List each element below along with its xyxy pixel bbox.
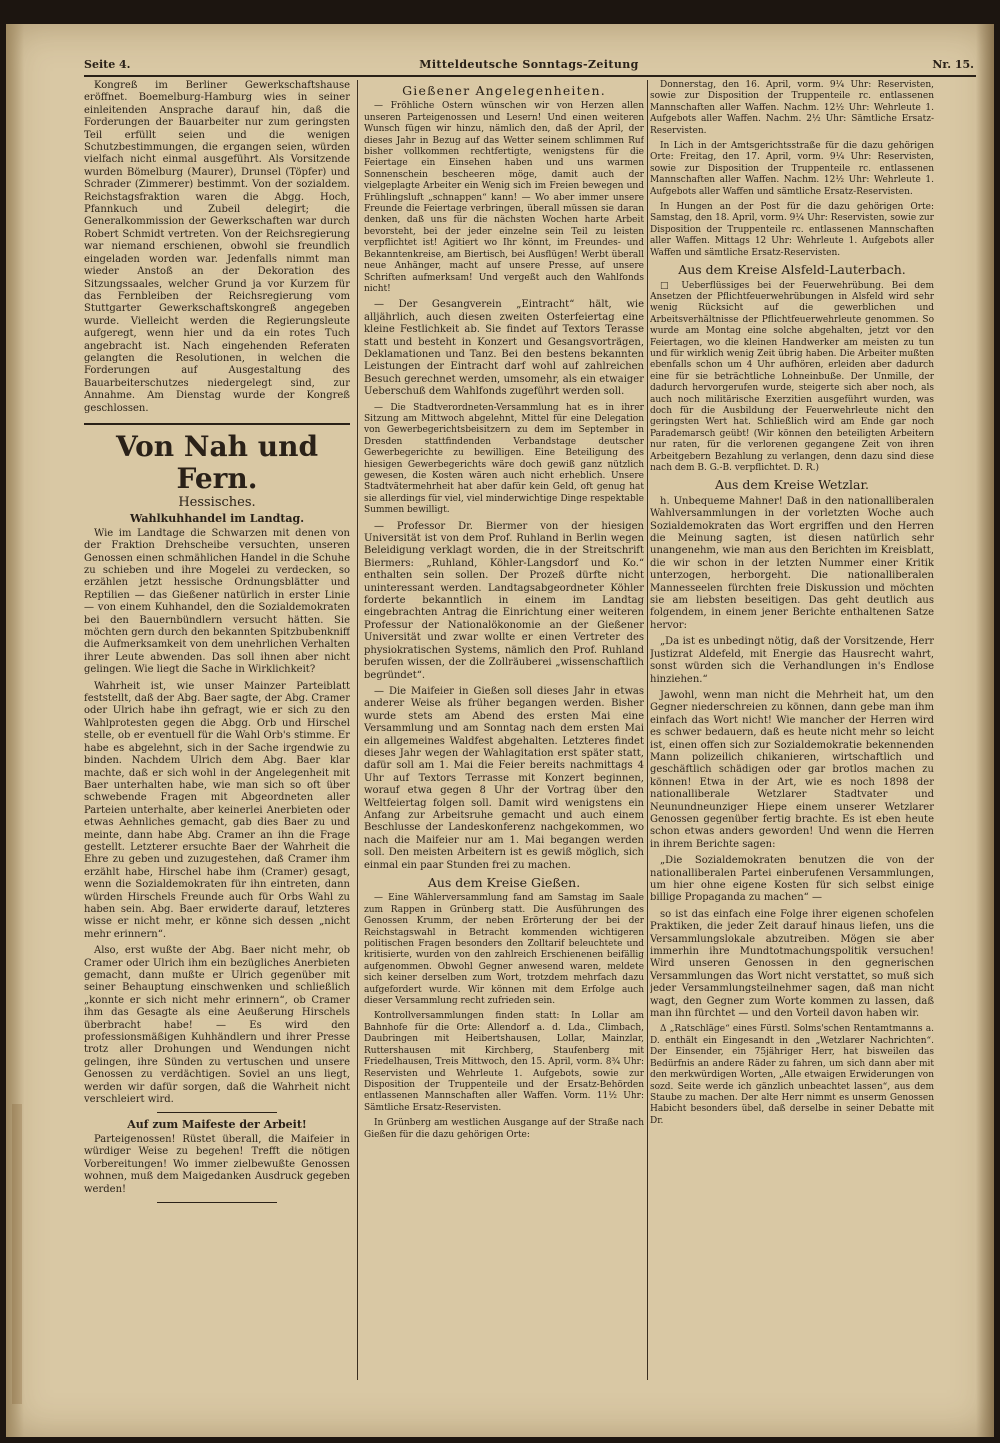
article-paragraph: — Professor Dr. Biermer von der hiesigen Universität ist von dem Prof. Ruhland in Berlin wegen Beleidigung verklagt worden, die in der Streitschrift Biermers: „Ruhland, Köhler-Langsdorf und Ko.“ enthalten sein sollen. Der Prozeß dürfte nicht uninteressant werden. Landtagsabgeordneter Köhler forderte bekanntlich in einem im Landtag eingebrachten Antrag die Einrichtung einer weiteren Professur der Nationalökonomie an der Gießener Universität und zwar wollte er einen Vertreter des physiokratischen Systems, nämlich den Prof. Ruhland berufen wissen, der die Zollräuberei „wissenschaftlich begründet“. bbox=[364, 520, 644, 681]
separator bbox=[157, 1202, 277, 1203]
issue-number: Nr. 15. bbox=[932, 58, 974, 71]
article-paragraph: — Die Stadtverordneten-Versammlung hat es in ihrer Sitzung am Mittwoch abgelehnt, Mittel für eine Delegation von Gewerbegerichtsbeisitzern zu dem im September in Dresden stattfindenden Verbandstage deutscher Gewerbegerichte zu bewilligen. Eine Beteiligung des hiesigen Gewerbegerichts wäre doch gewiß ganz nützlich gewesen, die Kosten wären auch nicht erheblich. Unsere Stadtvätermehrheit hat aber dafür kein Geld, oft genug hat sie allerdings für viel, viel minderwichtige Dinge respektable Summen bewilligt. bbox=[364, 402, 644, 516]
column-3 bbox=[650, 80, 934, 1400]
article-title: Gießener Angelegenheiten. bbox=[402, 83, 606, 98]
article-paragraph: Jawohl, wenn man nicht die Mehrheit hat, um den Gegner niederschreien zu können, dann gebe man ihm einfach das Wort nicht! Wie mancher der Herren wird es schwer bedauern, daß es heute nicht mehr so leicht ist, einen offen sich zur Sozialdemokratie bekennenden Mann polizeilich chikanieren, wirtschaftlich und geschäftlich schädigen oder gar brotlos machen zu können! Etwa in der Art, wie es noch 1898 der nationalliberale Wetzlarer Stadtvater und Neunundneunziger Hiepe einem unserer Wetzlarer Genossen gegenüber fertig brachte. Es ist eben heute schon etwas anders geworden! Und wenn die Herren in ihrem Berichte sagen: bbox=[650, 689, 934, 850]
article-title: Aus dem Kreise Alsfeld-Lauterbach. bbox=[678, 262, 906, 278]
article-paragraph: □ Ueberflüssiges bei der Feuerwehrübung. Bei dem Ansetzen der Pflichtfeuerwehrübungen in Alsfeld wird sehr wenig Rücksicht auf die gewerblichen und Arbeitsverhältnisse der Pflichtfeuerwehrleute genommen. So wurde am Montag eine solche abgehalten, jetzt vor den Feiertagen, wo die kleinen Handwerker am meisten zu tun und für wirklich wenig Zeit übrig haben. Die Arbeiter mußten ebenfalls schon um 4 Uhr aufhören, erleiden aber dadurch eine für sie beträchtliche Lohneinbuße. Der Unmille, der dadurch hervorgerufen wurde, steigerte sich aber noch, als auch noch militärische Exerzitien ausgeführt wurden, was doch für die Ausbildung der Feuerwehrleute nicht den geringsten Wert hat. Schließlich wird am Ende gar noch Parademarsch geübt! (Wir können den beteiligten Arbeitern nur raten, für die verlorenen gegangene Zeit von ihren Arbeitgebern Bezahlung zu verlangen, denn dazu sind diese nach dem B. G.-B. verpflichtet. D. R.) bbox=[650, 280, 934, 473]
article-title: Auf zum Maifeste der Arbeit! bbox=[127, 1118, 307, 1132]
section-title: Von Nah und Fern. bbox=[84, 423, 350, 495]
article-paragraph: Wie im Landtage die Schwarzen mit denen von der Fraktion Drehscheibe versuchten, unseren Genossen einen schmählichen Handel in die Schuhe zu schieben und ihre Mogelei zu verdecken, so erzählen jetzt hessische Ordnungsblätter und Reptilien — das Gießener natürlich in erster Linie — von einem Kuhhandel, den die Sozialdemokraten bei den Bauernbündlern versucht hätten. Sie möchten gern durch den bekannten Spitzbubenkniff die Aufmerksamkeit von dem unehrlichen Verhalten ihrer Leute abwenden. Das soll ihnen aber nicht gelingen. Wie liegt die Sache in Wirklichkeit? bbox=[84, 527, 350, 676]
newspaper-title: Mitteldeutsche Sonntags-Zeitung bbox=[419, 58, 639, 71]
article-paragraph: In Lich in der Amtsgerichtsstraße für die dazu gehörigen Orte: Freitag, den 17. April, vorm. 9¼ Uhr: Reservisten, sowie zur Disposition der Truppenteile rc. entlassenen Mannschaften aller Waffen. Nachm. 12½ Uhr: Wehrleute 1. Aufgebots aller Waffen und sämtliche Ersatz-Reservisten. bbox=[650, 141, 934, 197]
page-right-edge bbox=[976, 24, 994, 1437]
article-paragraph: h. Unbequeme Mahner! Daß in den nationalliberalen Wahlversammlungen in der vorletzten Woche auch Sozialdemokraten das Wort ergriffen und den Herren die Meinung sagten, ist diesen natürlich sehr unangenehm, wie man aus den Berichten im Kreisblatt, die wir schon in der letzten Nummer einer Kritik unterzogen, herborgeht. Die nationalliberalen Mannesseelen fürchten freie Diskussion und möchten sie am liebsten beseitigen. Das geht deutlich aus folgendem, in einem jener Berichte enthaltenen Satze hervor: bbox=[650, 495, 934, 631]
article-paragraph: — Fröhliche Ostern wünschen wir von Herzen allen unseren Parteigenossen und Lesern! Und einen weiteren Wunsch fügen wir hinzu, nämlich den, daß der April, der dieses Jahr in Bezug auf das Wetter seinem schlimmen Ruf bisher vollkommen rechtfertigte, wenigstens für die Feiertage ein Einsehen haben und uns warmen Sonnenschein bescheeren möge, damit auch der vielgeplagte Arbeiter ein Wenig sich im Freien bewegen und Frühlingsluft „schnappen“ kann! — Wo aber immer unsere Freunde die Feiertage verbringen, überall müssen sie daran denken, daß uns für die nächsten Wochen harte Arbeit bevorsteht, bei der jeder einzelne sein Teil zu leisten verpflichtet ist! Agitiert wo Ihr könnt, im Freundes- und Bekanntenkreise, am Biertisch, bei Ausflügen! Werbt überall neue Anhänger, macht auf unsere Presse, auf unsere Schriften aufmerksam! Und vergeßt auch den Wahlfonds nicht! bbox=[364, 101, 644, 294]
article-title: Wahlkuhhandel im Landtag. bbox=[129, 512, 305, 526]
article-paragraph: Kontrollversammlungen finden statt: In Lollar am Bahnhofe für die Orte: Allendorf a. d. Lda., Climbach, Daubringen mit Heibertshausen, Lollar, Mainzlar, Ruttershausen mit Kirchberg, Staufenberg mit Friedelhausen, Treis Mittwoch, den 15. April, vorm. 8¾ Uhr: Reservisten und Wehrleute 1. Aufgebots, sowie zur Disposition der Truppenteile und der Ersatz-Behörden entlassenen Mannschaften aller Waffen. Vorm. 11½ Uhr: Sämtliche Ersatz-Reservisten. bbox=[364, 1011, 644, 1113]
article-quote: „Die Sozialdemokraten benutzen die von der nationalliberalen Partei einberufenen Versammlungen, um hier ohne eigene Kosten für sich selbst einige billige Propaganda zu machen“ — bbox=[650, 855, 934, 904]
section-subtitle: Hessisches. bbox=[178, 494, 256, 510]
article-paragraph: — Eine Wählerversammlung fand am Samstag im Saale zum Rappen in Grünberg statt. Die Ausführungen des Genossen Krumm, der neben Erörterung der bei der Reichstagswahl in Betracht kommenden wichtigeren politischen Fragen besonders den Zolltarif beleuchtete und kritisierte, wurden von den zahlreich Erschienenen beifällig aufgenommen. Obwohl Gegner anwesend waren, meldete sich keiner derselben zum Wort, trotzdem mehrfach dazu aufgefordert wurde. Wir können mit dem Erfolge auch dieser Versammlung recht zufrieden sein. bbox=[364, 893, 644, 1007]
separator bbox=[157, 1112, 277, 1113]
article-paragraph: Δ „Ratschläge“ eines Fürstl. Solms'schen Rentamtmanns a. D. enthält ein Eingesandt in den „Wetzlarer Nachrichten“. Der Einsender, ein 75jähriger Herr, hat bisweilen das Bedürfnis an andere Räder zu fahren, um sich dann aber mit den merkwürdigen Worten, „Alle etwaigen Erwiderungen von sozd. Seite werde ich gänzlich unbeachtet lassen“, aus dem Staube zu machen. Der alte Herr nimmt es unserm Genossen Habicht besonders übel, daß derselbe in seiner Debatte mit Dr. bbox=[650, 1024, 934, 1126]
article-paragraph: Kongreß im Berliner Gewerkschaftshause eröffnet. Boemelburg-Hamburg wies in seiner einleitenden Ansprache darauf hin, daß die Forderungen der Bauarbeiter nur zum geringsten Teil erfüllt seien und die wenigen Schutzbestimmungen, die ergangen seien, würden vielfach nicht einmal ausgeführt. Als Vorsitzende wurden Bömelburg (Maurer), Drunsel (Töpfer) und Schrader (Zimmerer) bestimmt. Von der sozialdem. Reichstagsfraktion waren die Abgg. Hoch, Pfannkuch und Zubeil delegirt; die Generalkommission der Gewerkschaften war durch Robert Schmidt vertreten. Von der Reichsregierung war niemand erschienen, obwohl sie freundlich eingeladen worden war. Jedenfalls nimmt man wieder Anstoß an der Dekoration des Sitzungssaales, welcher Grund ja vor Kurzem für das Fernbleiben der Reichsregierung vom Stuttgarter Gewerkschaftskongreß angegeben wurde. Vielleicht werden die Regierungsleute aufgeregt, wenn hier und da ein rotes Tuch angebracht ist. Nach eingehenden Referaten gelangten die Resolutionen, in welchen die Forderungen auf Ausgestaltung des Bauarbeiterschutzes niedergelegt sind, zur Annahme. Am Dienstag wurde der Kongreß geschlossen. bbox=[84, 80, 350, 414]
article-quote: „Da ist es unbedingt nötig, daß der Vorsitzende, Herr Justizrat Aldefeld, mit Energie das Hausrecht wahrt, sonst würden sich die Verhandlungen in's Endlose hinziehen.“ bbox=[650, 636, 934, 685]
column-1 bbox=[84, 80, 350, 1400]
column-divider bbox=[357, 80, 358, 1380]
article-paragraph: In Hungen an der Post für die dazu gehörigen Orte: Samstag, den 18. April, vorm. 9¼ Uhr: Reservisten, sowie zur Disposition der Truppenteile rc. entlassenen Mannschaften aller Waffen. Mittags 12 Uhr: Wehrleute 1. Aufgebots aller Waffen und sämtliche Ersatz-Reservisten. bbox=[650, 202, 934, 258]
article-title: Aus dem Kreise Wetzlar. bbox=[714, 477, 870, 493]
paper-stain bbox=[12, 1104, 22, 1404]
article-paragraph: Wahrheit ist, wie unser Mainzer Parteiblatt feststellt, daß der Abg. Baer sagte, der Abg. Cramer oder Ulrich habe ihn gefragt, wie er sich zu den Wahlprotesten gegen die Abgg. Orb und Hirschel stelle, ob er eventuell für die Wahl Orb's stimme. Er habe es abgelehnt, sich in der Sache irgendwie zu binden. Nachdem Ulrich dem Abg. Baer klar machte, daß er sich wohl in der Angelegenheit mit Baer unterhalten habe, wie man sich so oft über schwebende Fragen mit Abgeordneten aller Parteien unterhalte, aber keinerlei Anerbieten oder etwas Aehnliches gemacht, gab dies Baer zu und meinte, dann habe Abg. Cramer an ihn die Frage gestellt. Letzterer ersuchte Baer der Wahrheit die Ehre zu geben und zuzugestehen, daß Cramer ihm erzählt habe, Hirschel habe ihm (Cramer) gesagt, wenn die Sozialdemokraten für ihn eintreten, dann würden Hirschels Freunde auch für Orbs Wahl zu haben sein. Abg. Baer erwiderte darauf, letzteres wisse er nicht mehr, er könne sich dessen „nicht mehr erinnern“. bbox=[84, 680, 350, 940]
article-title: Aus dem Kreise Gießen. bbox=[427, 875, 581, 890]
column-divider bbox=[647, 80, 648, 1380]
column-2 bbox=[364, 80, 644, 1400]
article-paragraph: Parteigenossen! Rüstet überall, die Maifeier in würdiger Weise zu begehen! Trefft die nötigen Vorbereitungen! Wo immer zielbewußte Genossen wohnen, muß dem Maigedanken Ausdruck gegeben werden! bbox=[84, 1133, 350, 1195]
article-paragraph: so ist das einfach eine Folge ihrer eigenen schofelen Praktiken, die jeder Zeit darauf hinaus liefen, uns die Versammlungslokale abzutreiben. Mögen sie aber immerhin ihre Mundtotmachungspolitik versuchen! Wird unseren Genossen in den gegnerischen Versammlungen das Wort nicht verstattet, so muß sich jeder Versammlungsteilnehmer sagen, daß man nicht wagt, den Gegner zum Worte kommen zu lassen, daß man ihn fürchtet — und den Vorteil davon haben wir. bbox=[650, 908, 934, 1020]
article-paragraph: In Grünberg am westlichen Ausgange auf der Straße nach Gießen für die dazu gehörigen Orte: bbox=[364, 1118, 644, 1140]
article-paragraph: Donnerstag, den 16. April, vorm. 9¼ Uhr: Reservisten, sowie zur Disposition der Truppenteile rc. entlassenen Mannschaften aller Waffen. Nachm. 12½ Uhr: Wehrleute 1. Aufgebots aller Waffen. Nachm. 2½ Uhr: Sämtliche Ersatz-Reservisten. bbox=[650, 80, 934, 136]
article-paragraph: Also, erst wußte der Abg. Baer nicht mehr, ob Cramer oder Ulrich ihm ein bezügliches Anerbieten gemacht, dann mußte er Ulrich gegenüber mit seiner Behauptung einschwenken und schließlich „konnte er sich nicht mehr erinnern“, ob Cramer ihm das Gesagte als eine Aeußerung Hirschels überbracht habe! — Es wird den professionsmäßigen Kuhhändlern und ihrer Presse trotz aller Drohungen und Wendungen nicht gelingen, ihre Sünden zu vertuschen und unsere Genossen zu verdächtigen. Soviel an uns liegt, werden wir dafür sorgen, daß die Wahrheit nicht verschleiert wird. bbox=[84, 945, 350, 1106]
page-header bbox=[84, 58, 974, 74]
article-paragraph: — Der Gesangverein „Eintracht“ hält, wie alljährlich, auch diesen zweiten Osterfeiertag eine kleine Festlichkeit ab. Sie findet auf Textors Terasse statt und besteht in Konzert und Gesangsvorträgen, Deklamationen und Tanz. Bei den bestens bekannten Leistungen der Eintracht darf wohl auf zahlreichen Besuch gerechnet werden, umsomehr, als ein etwaiger Ueberschuß dem Wahlfonds zugeführt werden soll. bbox=[364, 299, 644, 398]
header-rule bbox=[84, 75, 976, 77]
article-paragraph: — Die Maifeier in Gießen soll dieses Jahr in etwas anderer Weise als früher begangen werden. Bisher wurde stets am Abend des ersten Mai eine Versammlung und am Sonntag nach dem ersten Mai ein allgemeines Waldfest abgehalten. Letzteres findet dieses Jahr wegen der Wahlagitation erst später statt, dafür soll am 1. Mai die Feier bereits nachmittags 4 Uhr auf Textors Terrasse mit Konzert beginnen, worauf etwa gegen 8 Uhr der Vortrag über den Weltfeiertag folgen soll. Damit wird wenigstens ein Anfang zur Arbeitsruhe gemacht und auch einem Beschlusse der Landeskonferenz nachgekommen, wo nach die Maifeier nur am 1. Mai begangen werden soll. Den meisten Arbeitern ist es gewiß möglich, sich einmal ein paar Stunden frei zu machen. bbox=[364, 685, 644, 871]
page-number: Seite 4. bbox=[84, 58, 131, 71]
